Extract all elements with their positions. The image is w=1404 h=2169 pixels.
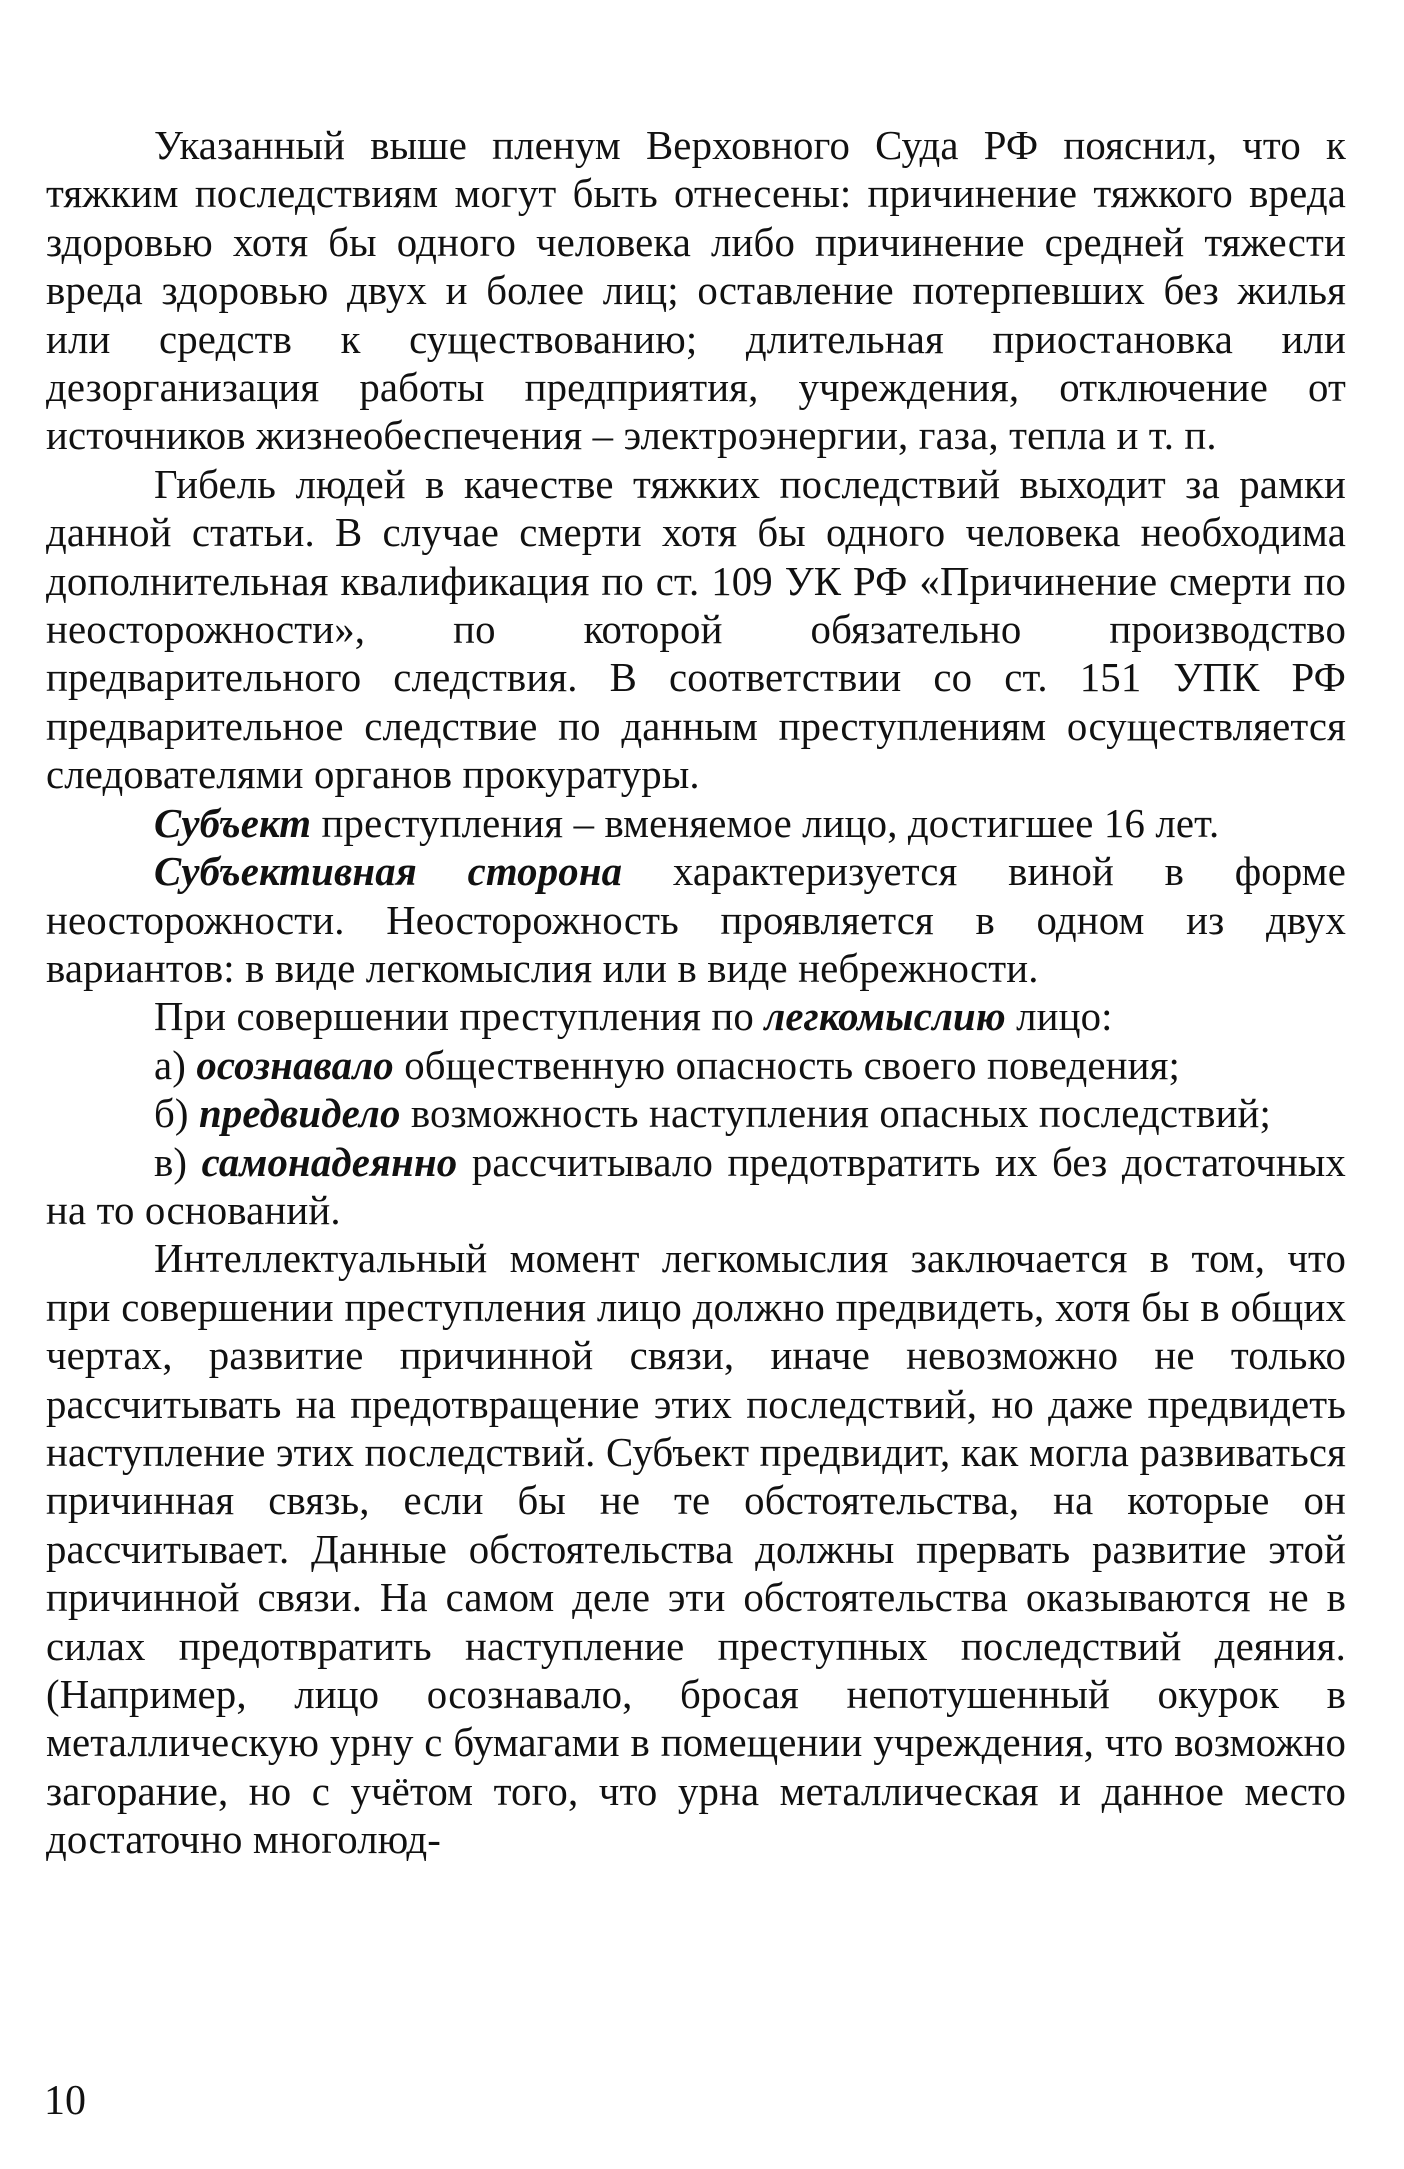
list-item-a <box>46 1042 1346 1090</box>
term-subjective-side: Субъективная сторона <box>154 849 623 895</box>
paragraph-death-consequences: Гибель людей в качестве тяжких последствий выходит за рамки данной статьи. В случае смерти хотя бы одного человека необходима дополнительная квалификация по ст. 109 УК РФ «Причинение смерти по неосторожности», по которой обязательно производство предварительного следствия. В соответствии со ст. 151 УПК РФ предварительное следствие по данным преступлениям осуществляется следователями органов прокуратуры. <box>46 461 1346 798</box>
paragraph-recklessness-intro <box>46 993 1346 1041</box>
paragraph-recklessness-end: лицо: <box>1005 994 1113 1040</box>
list-item-c-text: рассчитывало предотвратить их без достаточных на то оснований. <box>46 1139 1346 1233</box>
list-marker-a: а) <box>154 1042 197 1088</box>
list-marker-c: в) <box>154 1139 202 1185</box>
main-text <box>46 122 1346 1865</box>
term-subject: Субъект <box>154 800 312 846</box>
list-marker-b: б) <box>154 1091 199 1137</box>
term-foresaw: предвидело <box>199 1091 401 1137</box>
term-recklessness: легкомыслию <box>764 994 1006 1040</box>
page-number: 10 <box>44 2078 86 2124</box>
page-body <box>46 122 1346 1865</box>
term-presumptuously: самонадеянно <box>201 1139 458 1185</box>
paragraph-subject-text: преступления – вменяемое лицо, достигшее 16 лет. <box>311 800 1220 846</box>
list-item-b-text: возможность наступления опасных последствий; <box>400 1091 1271 1137</box>
paragraph-subjective-side-text: характеризуется виной в форме неосторожности. Неосторожность проявляется в одном из двух вариантов: в виде легкомыслия или в виде небрежности. <box>46 849 1346 991</box>
term-aware: осознавало <box>196 1042 394 1088</box>
paragraph-plenum: Указанный выше пленум Верховного Суда РФ пояснил, что к тяжким последствиям могут быть отнесены: причинение тяжкого вреда здоровью хотя бы одного человека либо причинение средней тяжести вреда здоровью двух и более лиц; оставление потерпевших без жилья или средств к существованию; длительная приостановка или дезорганизация работы предприятия, учреждения, отключение от источников жизнеобеспечения – электроэнергии, газа, тепла и т. п. <box>46 123 1346 459</box>
paragraph-recklessness-start: При совершении преступления по <box>154 994 765 1040</box>
list-item-a-text: общественную опасность своего поведения; <box>393 1042 1180 1088</box>
paragraph-subject <box>46 800 1346 848</box>
list-item-b <box>46 1090 1346 1138</box>
paragraph-intellectual-moment: Интеллектуальный момент легкомыслия заключается в том, что при совершении преступления лицо должно предвидеть, хотя бы в общих чертах, развитие причинной связи, иначе невозможно не только рассчитывать на предотвращение этих последствий, но даже предвидеть наступление этих последствий. Субъект предвидит, как могла развиваться причинная связь, если бы не те обстоятельства, на которые он рассчитывает. Данные обстоятельства должны прервать развитие этой причинной связи. На самом деле эти обстоятельства оказываются не в силах предотвратить наступление преступных последствий деяния. (Например, лицо осознавало, бросая непотушенный окурок в металлическую урну с бумагами в помещении учреждения, что возможно загорание, но с учётом того, что урна металлическая и данное место достаточно многолюд- <box>46 1236 1346 1863</box>
paragraph-subjective-side <box>46 848 1346 993</box>
list-item-c <box>46 1139 1346 1236</box>
